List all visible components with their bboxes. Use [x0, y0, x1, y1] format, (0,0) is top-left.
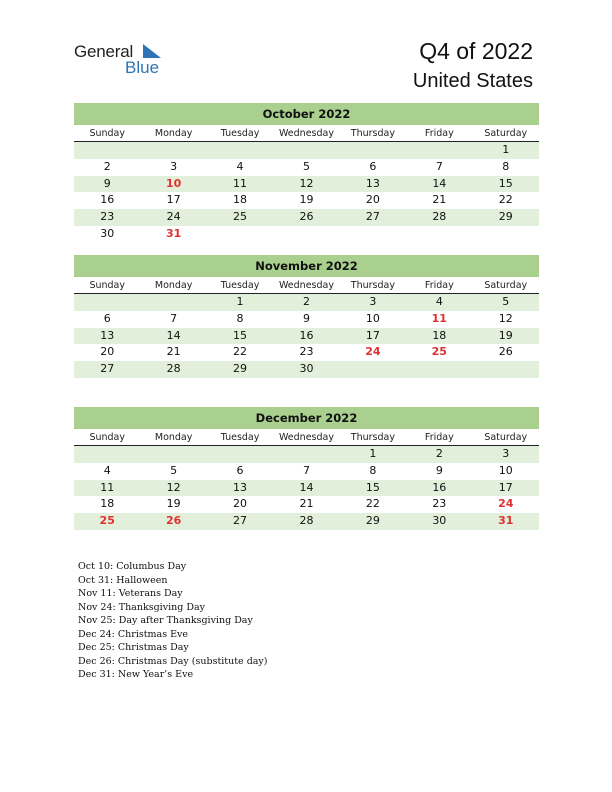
month-weeks — [74, 142, 539, 243]
day-cell — [340, 142, 406, 159]
day-cell: 23 — [299, 345, 314, 359]
week-row — [74, 209, 539, 226]
day-cell: 28 — [432, 210, 447, 224]
day-cell: 16 — [100, 193, 115, 207]
holiday-entry: Dec 26: Christmas Day (substitute day) — [78, 655, 268, 667]
day-cell — [273, 142, 339, 159]
holiday-day-cell: 31 — [165, 226, 182, 240]
holiday-day-cell: 11 — [431, 311, 447, 325]
day-cell: 15 — [365, 480, 380, 494]
day-cell — [207, 142, 273, 159]
weekday-label: Monday — [154, 128, 193, 139]
day-cell: 22 — [365, 497, 380, 511]
day-cell — [473, 226, 539, 243]
logo-text-blue: Blue — [125, 58, 160, 77]
weekday-label: Saturday — [484, 280, 528, 291]
day-cell — [340, 361, 406, 378]
holiday-entry: Nov 24: Thanksgiving Day — [78, 601, 205, 613]
holiday-entry: Oct 10: Columbus Day — [78, 561, 187, 572]
weekday-label: Friday — [424, 280, 454, 291]
day-cell: 26 — [299, 210, 314, 224]
weekday-label: Wednesday — [278, 128, 334, 139]
day-cell — [273, 226, 339, 243]
day-cell: 3 — [369, 295, 377, 308]
day-cell: 18 — [432, 328, 447, 342]
week-row — [74, 142, 539, 159]
month-calendar-december — [74, 407, 539, 530]
weekday-label: Sunday — [89, 128, 125, 139]
day-cell — [406, 361, 472, 378]
day-cell: 27 — [100, 362, 115, 376]
day-cell: 8 — [502, 159, 510, 173]
weekday-label: Tuesday — [220, 432, 260, 443]
day-cell: 1 — [369, 447, 377, 460]
day-cell — [140, 142, 206, 159]
holiday-entry: Dec 31: New Year’s Eve — [78, 669, 194, 680]
day-cell: 5 — [170, 463, 178, 477]
weekday-label: Saturday — [484, 432, 528, 443]
holiday-entry: Nov 11: Veterans Day — [78, 588, 183, 599]
day-cell — [74, 294, 140, 311]
day-cell: 19 — [299, 193, 314, 207]
day-cell: 18 — [233, 193, 248, 207]
month-calendar-november — [74, 255, 539, 378]
day-cell: 6 — [369, 159, 377, 173]
day-cell: 30 — [432, 514, 447, 528]
day-cell: 16 — [299, 328, 314, 342]
day-cell: 20 — [233, 497, 248, 511]
day-cell: 7 — [435, 159, 443, 173]
day-cell: 3 — [170, 159, 178, 173]
day-cell: 26 — [498, 345, 513, 359]
weekday-label: Tuesday — [220, 128, 260, 139]
day-cell: 30 — [100, 226, 115, 240]
holiday-day-cell: 24 — [498, 497, 514, 511]
week-row — [74, 226, 539, 243]
week-row — [74, 311, 539, 328]
holiday-day-cell: 25 — [431, 345, 447, 359]
weekday-label: Sunday — [89, 280, 125, 291]
week-row — [74, 496, 539, 513]
week-row — [74, 513, 539, 530]
holiday-entry: Oct 31: Halloween — [78, 574, 168, 586]
day-cell: 2 — [435, 447, 443, 460]
day-cell: 11 — [233, 176, 248, 190]
week-row — [74, 294, 539, 311]
generalblue-logo — [74, 42, 174, 78]
day-cell: 7 — [170, 311, 178, 325]
holiday-entry: Dec 25: Christmas Day — [78, 642, 189, 653]
holiday-list — [78, 560, 268, 682]
day-cell — [406, 142, 472, 159]
day-cell: 15 — [233, 328, 248, 342]
day-cell: 20 — [100, 345, 115, 359]
day-cell: 13 — [365, 176, 380, 190]
weekday-label: Monday — [154, 432, 193, 443]
day-cell — [140, 294, 206, 311]
day-cell: 19 — [498, 328, 513, 342]
day-cell: 4 — [435, 295, 443, 308]
day-cell: 21 — [166, 345, 181, 359]
day-cell — [406, 226, 472, 243]
holiday-day-cell: 24 — [365, 345, 381, 359]
day-cell: 9 — [435, 463, 443, 477]
day-cell: 17 — [498, 480, 513, 494]
day-cell: 22 — [233, 345, 248, 359]
day-cell: 21 — [432, 193, 447, 207]
weekday-label: Thursday — [350, 280, 395, 291]
month-weeks — [74, 446, 539, 530]
day-cell: 11 — [100, 480, 115, 494]
weekday-label: Friday — [424, 432, 454, 443]
day-cell: 22 — [498, 193, 513, 207]
week-row — [74, 159, 539, 176]
day-cell: 23 — [100, 210, 115, 224]
month-weeks — [74, 294, 539, 378]
month-header: November 2022 — [74, 255, 539, 277]
day-cell — [340, 226, 406, 243]
day-cell: 6 — [103, 311, 111, 325]
day-cell: 7 — [302, 463, 310, 477]
logo-triangle-icon — [141, 43, 162, 60]
week-row — [74, 361, 539, 378]
day-cell: 28 — [166, 362, 181, 376]
day-cell: 13 — [233, 480, 248, 494]
day-cell: 1 — [236, 295, 244, 308]
day-cell: 27 — [233, 514, 248, 528]
day-cell: 19 — [166, 497, 181, 511]
page-title: Q4 of 2022 — [419, 38, 533, 64]
day-cell: 20 — [365, 193, 380, 207]
day-cell: 3 — [502, 447, 510, 460]
holiday-day-cell: 26 — [165, 514, 182, 528]
week-row — [74, 480, 539, 497]
holiday-entry: Nov 25: Day after Thanksgiving Day — [78, 615, 253, 626]
day-cell: 16 — [432, 480, 447, 494]
day-cell: 25 — [233, 210, 248, 224]
day-cell: 12 — [498, 311, 513, 325]
day-cell — [207, 446, 273, 463]
day-cell: 30 — [299, 362, 314, 376]
weekday-label: Thursday — [350, 432, 395, 443]
day-cell: 5 — [302, 159, 310, 173]
day-cell — [74, 446, 140, 463]
day-cell: 17 — [166, 193, 181, 207]
weekday-label: Sunday — [89, 432, 125, 443]
day-cell: 5 — [502, 295, 510, 308]
day-cell: 9 — [103, 176, 111, 190]
logo-text-general: General — [74, 42, 134, 61]
day-cell — [140, 446, 206, 463]
day-cell: 10 — [498, 463, 513, 477]
holiday-entry: Dec 24: Christmas Eve — [78, 628, 189, 640]
weekday-label: Saturday — [484, 128, 528, 139]
day-cell: 2 — [103, 159, 111, 173]
weekday-label: Friday — [424, 128, 454, 139]
holiday-day-cell: 25 — [99, 514, 115, 528]
country-subtitle: United States — [412, 70, 533, 92]
weekday-row — [74, 277, 539, 294]
day-cell: 4 — [236, 159, 244, 173]
weekday-row — [74, 429, 539, 446]
day-cell: 9 — [302, 311, 310, 325]
day-cell: 24 — [166, 210, 181, 224]
day-cell: 8 — [236, 311, 244, 325]
day-cell: 23 — [432, 497, 447, 511]
weekday-label: Monday — [154, 280, 193, 291]
day-cell: 4 — [103, 463, 111, 477]
holiday-day-cell: 31 — [498, 514, 514, 528]
day-cell: 29 — [498, 210, 513, 224]
day-cell — [473, 361, 539, 378]
day-cell: 18 — [100, 497, 115, 511]
month-header: December 2022 — [74, 407, 539, 429]
day-cell: 29 — [365, 514, 380, 528]
day-cell: 1 — [502, 143, 510, 156]
day-cell: 2 — [302, 295, 310, 308]
day-cell: 14 — [166, 328, 181, 342]
day-cell: 27 — [365, 210, 380, 224]
day-cell: 8 — [369, 463, 377, 477]
week-row — [74, 344, 539, 361]
day-cell: 17 — [365, 328, 380, 342]
day-cell: 6 — [236, 463, 244, 477]
day-cell: 12 — [299, 176, 314, 190]
weekday-label: Tuesday — [220, 280, 260, 291]
day-cell — [207, 226, 273, 243]
weekday-label: Wednesday — [278, 280, 334, 291]
day-cell: 12 — [166, 480, 181, 494]
month-calendar-october — [74, 103, 539, 243]
weekday-label: Thursday — [350, 128, 395, 139]
day-cell: 14 — [299, 480, 314, 494]
holiday-day-cell: 10 — [165, 176, 182, 190]
weekday-row — [74, 125, 539, 142]
day-cell: 15 — [498, 176, 513, 190]
day-cell: 29 — [233, 362, 248, 376]
week-row — [74, 328, 539, 345]
month-header: October 2022 — [74, 103, 539, 125]
day-cell: 14 — [432, 176, 447, 190]
week-row — [74, 446, 539, 463]
day-cell — [273, 446, 339, 463]
day-cell: 28 — [299, 514, 314, 528]
week-row — [74, 463, 539, 480]
day-cell — [74, 142, 140, 159]
day-cell: 13 — [100, 328, 115, 342]
day-cell: 21 — [299, 497, 314, 511]
week-row — [74, 192, 539, 209]
week-row — [74, 176, 539, 193]
weekday-label: Wednesday — [278, 432, 334, 443]
day-cell: 10 — [365, 311, 380, 325]
